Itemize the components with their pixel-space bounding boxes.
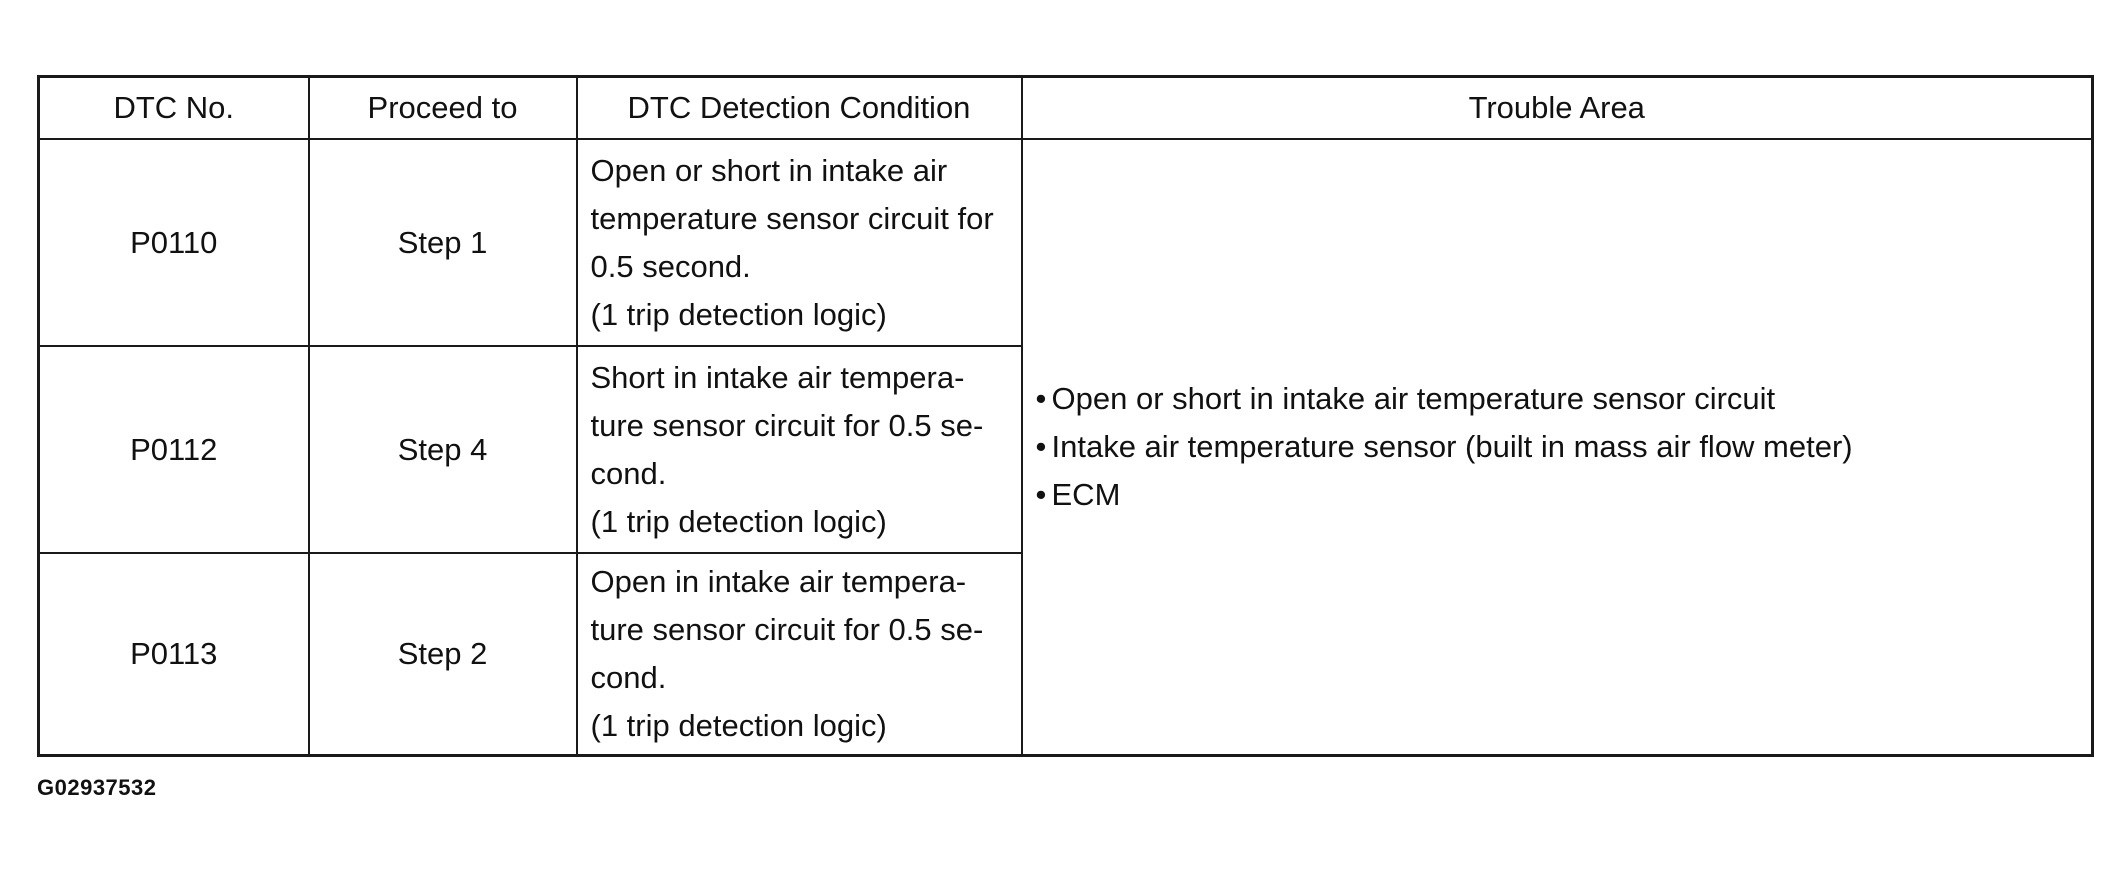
- header-proceed-to: Proceed to: [309, 77, 577, 140]
- condition-line: Open or short in intake air: [590, 152, 948, 188]
- condition-line: (1 trip detection logic): [590, 503, 887, 539]
- header-trouble-area: Trouble Area: [1022, 77, 2093, 140]
- header-detection-condition: DTC Detection Condition: [577, 77, 1022, 140]
- proceed-step: Step 1: [309, 139, 577, 346]
- dtc-code: P0110: [39, 139, 309, 346]
- header-row: [39, 77, 2093, 140]
- trouble-area-list: [1036, 375, 2082, 519]
- trouble-area-cell: [1022, 139, 2093, 756]
- detection-condition: [577, 139, 1022, 346]
- condition-line: ture sensor circuit for 0.5 se-: [590, 612, 984, 647]
- detection-condition: [577, 346, 1022, 553]
- bullet: •: [1035, 381, 1047, 416]
- bullet: •: [1035, 477, 1047, 512]
- trouble-area-text: ECM: [1051, 477, 1121, 512]
- figure-id: G02937532: [37, 775, 157, 800]
- condition-line: (1 trip detection logic): [590, 296, 887, 332]
- condition-line: Short in intake air tempera-: [590, 359, 965, 395]
- bullet: •: [1035, 429, 1047, 464]
- condition-line: Open in intake air tempera-: [590, 564, 967, 599]
- detection-condition: [577, 553, 1022, 756]
- trouble-area-item: [1036, 471, 2082, 519]
- condition-line: cond.: [590, 455, 667, 491]
- condition-line: temperature sensor circuit for: [590, 200, 994, 236]
- condition-line: cond.: [590, 660, 667, 695]
- dtc-table: [37, 75, 2094, 757]
- trouble-area-text: Intake air temperature sensor (built in mass air flow meter): [1051, 429, 1853, 464]
- condition-line: (1 trip detection logic): [590, 708, 887, 743]
- dtc-code: P0112: [39, 346, 309, 553]
- condition-line: ture sensor circuit for 0.5 se-: [590, 407, 984, 443]
- proceed-step: Step 4: [309, 346, 577, 553]
- header-dtc-no: DTC No.: [39, 77, 309, 140]
- trouble-area-item: [1036, 423, 2082, 471]
- trouble-area-item: [1036, 375, 2082, 423]
- table-row: [39, 139, 2093, 346]
- trouble-area-text: Open or short in intake air temperature sensor circuit: [1051, 381, 1776, 416]
- proceed-step: Step 2: [309, 553, 577, 756]
- dtc-code: P0113: [39, 553, 309, 756]
- condition-line: 0.5 second.: [590, 248, 751, 284]
